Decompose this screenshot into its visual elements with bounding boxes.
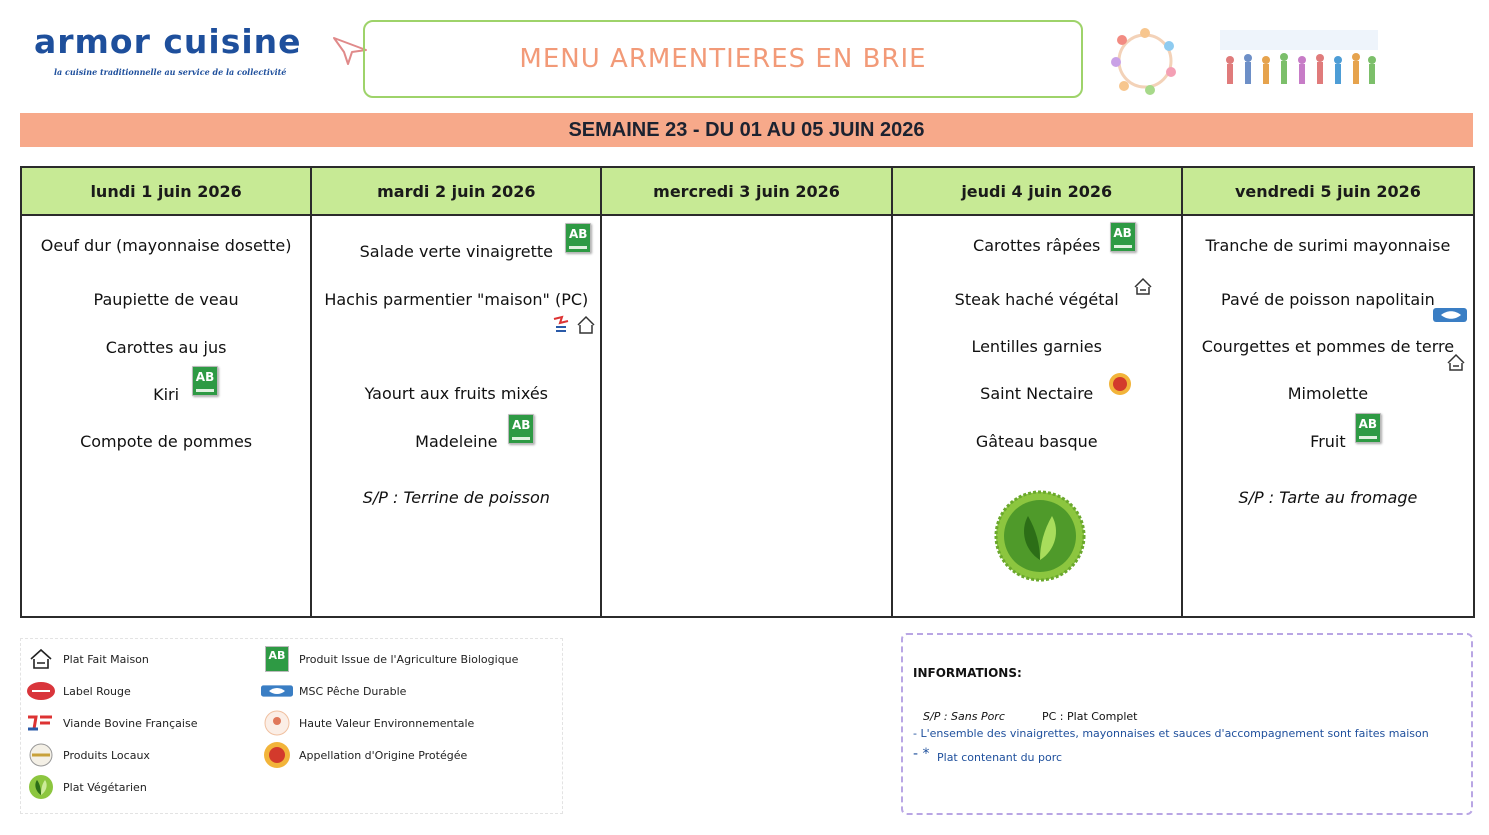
- logo-tagline: la cuisine traditionnelle au service de la collectivité: [54, 67, 287, 77]
- dish: Lentilles garnies: [971, 337, 1102, 356]
- ab-organic-icon: AB: [1110, 222, 1136, 252]
- legend-label: MSC Pêche Durable: [299, 684, 407, 698]
- dish: Hachis parmentier "maison" (PC): [324, 290, 589, 309]
- day-column-mardi: [312, 168, 602, 616]
- dish: Fruit: [1310, 432, 1346, 451]
- dish: Tranche de surimi mayonnaise: [1205, 236, 1451, 255]
- info-title: INFORMATIONS:: [913, 666, 1022, 680]
- house-icon: [1445, 352, 1467, 374]
- legend-label: Plat Végétarien: [63, 780, 147, 794]
- viande-bovine-icon: [26, 713, 56, 733]
- legend-label: Label Rouge: [63, 684, 131, 698]
- day-header: vendredi 5 juin 2026: [1183, 168, 1473, 216]
- legend-box: [20, 638, 563, 814]
- day-header: lundi 1 juin 2026: [22, 168, 310, 216]
- day-header: jeudi 4 juin 2026: [893, 168, 1181, 216]
- info-plat-complet: PC : Plat Complet: [1042, 710, 1138, 723]
- legend-label: Appellation d'Origine Protégée: [299, 748, 468, 762]
- info-note-porc: Plat contenant du porc: [937, 751, 1063, 764]
- information-box: [901, 633, 1473, 815]
- legend-label: Produits Locaux: [63, 748, 150, 762]
- dish: Compote de pommes: [80, 432, 253, 451]
- msc-fish-icon: [1433, 308, 1467, 322]
- kids-row-illustration: [1220, 30, 1378, 92]
- ab-organic-icon: AB: [565, 223, 591, 253]
- legend-item: [25, 743, 150, 767]
- day-column-mercredi: [602, 168, 892, 616]
- logo-name: armor cuisine: [34, 22, 302, 61]
- viande-bovine-and-house-icons: [552, 313, 598, 337]
- dish: Carottes râpées: [973, 236, 1101, 255]
- label-rouge-icon: [26, 680, 56, 702]
- info-sans-porc: S/P : Sans Porc: [923, 710, 1005, 723]
- dish: Carottes au jus: [105, 338, 227, 357]
- ab-organic-icon: AB: [265, 646, 289, 672]
- legend-item: [25, 679, 131, 703]
- info-note-sauces: - L'ensemble des vinaigrettes, mayonnaises et sauces d'accompagnement sont faites maison: [913, 727, 1429, 740]
- dish: Saint Nectaire: [980, 384, 1094, 403]
- sans-porc-alternative: S/P : Terrine de poisson: [362, 488, 550, 507]
- kids-circle-illustration: [1106, 24, 1184, 98]
- legend-item: [25, 647, 149, 671]
- dish: Steak haché végétal: [954, 290, 1119, 309]
- legend-label: Produit Issue de l'Agriculture Biologique: [299, 652, 519, 666]
- ab-organic-icon: AB: [1355, 413, 1381, 443]
- sans-porc-alternative: S/P : Tarte au fromage: [1238, 488, 1418, 507]
- dish: Yaourt aux fruits mixés: [364, 384, 549, 403]
- menu-table: [20, 166, 1475, 618]
- legend-label: Haute Valeur Environnementale: [299, 716, 475, 730]
- dish: Gâteau basque: [975, 432, 1098, 451]
- legend-item: [261, 647, 518, 671]
- dish: Mimolette: [1287, 384, 1369, 403]
- dish: Pavé de poisson napolitain: [1221, 290, 1435, 309]
- menu-title: MENU ARMENTIERES EN BRIE: [519, 44, 927, 74]
- legend-item: [25, 711, 197, 735]
- dish: Madeleine: [415, 432, 498, 451]
- info-asterisk: - *: [913, 746, 930, 762]
- aop-icon: [263, 741, 291, 769]
- day-header: mercredi 3 juin 2026: [602, 168, 890, 216]
- week-banner: [20, 113, 1473, 147]
- legend-item: [261, 711, 474, 735]
- dish: Oeuf dur (mayonnaise dosette): [40, 236, 292, 255]
- msc-fish-icon: [261, 683, 293, 699]
- day-column-vendredi: [1183, 168, 1473, 616]
- menu-title-box: [363, 20, 1083, 98]
- hve-icon: [263, 709, 291, 737]
- day-column-lundi: [22, 168, 312, 616]
- house-icon: [1132, 276, 1154, 298]
- vegetarian-leaf-icon: [28, 774, 54, 800]
- dish: Paupiette de veau: [93, 290, 239, 309]
- week-label: SEMAINE 23 - DU 01 AU 05 JUIN 2026: [568, 118, 925, 141]
- dish: Courgettes et pommes de terre: [1201, 337, 1455, 356]
- vegetarian-leaf-icon: [994, 490, 1086, 582]
- ab-organic-icon: AB: [192, 366, 218, 396]
- legend-item: [261, 743, 467, 767]
- day-column-jeudi: [893, 168, 1183, 616]
- produits-locaux-icon: [26, 743, 56, 767]
- house-icon: [28, 648, 54, 670]
- legend-item: [25, 775, 147, 799]
- aop-icon: [1108, 372, 1132, 396]
- day-header: mardi 2 juin 2026: [312, 168, 600, 216]
- dish: Kiri: [153, 385, 180, 404]
- legend-label: Plat Fait Maison: [63, 652, 149, 666]
- legend-item: [261, 679, 406, 703]
- legend-label: Viande Bovine Française: [63, 716, 198, 730]
- dish: Salade verte vinaigrette: [359, 242, 553, 261]
- ab-organic-icon: AB: [508, 414, 534, 444]
